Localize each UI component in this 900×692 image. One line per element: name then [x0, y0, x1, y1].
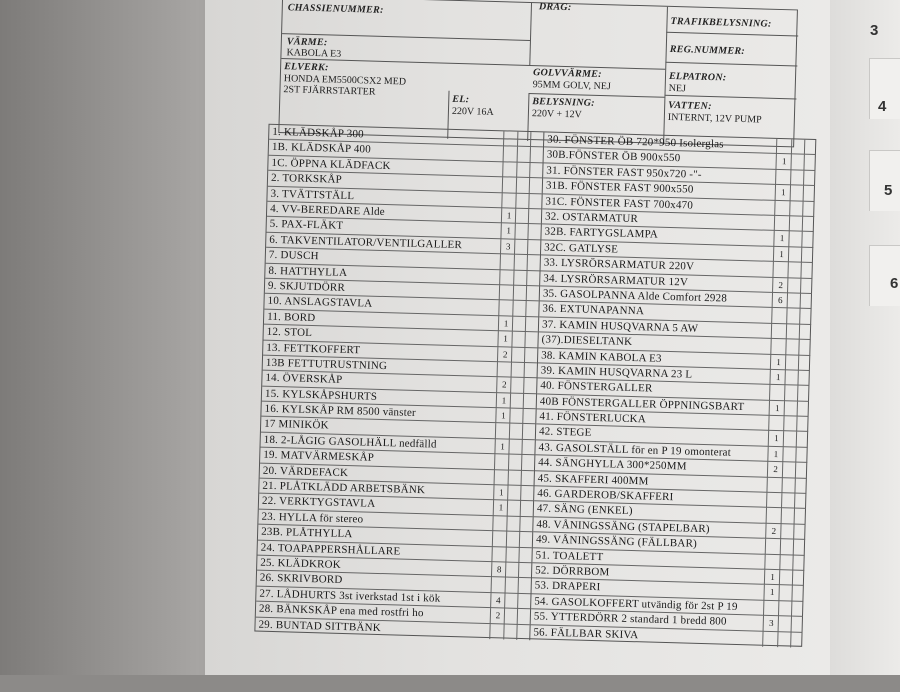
- item-label: 6. TAKVENTILATOR/VENTILGALLER: [269, 233, 463, 251]
- items-table: [254, 124, 816, 647]
- item-label: 48. VÅNINGSSÄNG (STAPELBAR): [536, 518, 710, 536]
- item-label: 12. STOL: [266, 325, 313, 340]
- el-label: EL:: [452, 93, 470, 106]
- item-quantity: [766, 477, 782, 493]
- item-check-cell: [795, 463, 808, 479]
- item-check-cell: [793, 524, 806, 540]
- item-label: 56. FÄLLBAR SKIVA: [533, 625, 639, 641]
- item-quantity: [770, 339, 786, 355]
- regnummer-label: REG.NUMMER:: [669, 43, 746, 58]
- item-label: 53. DRAPERI: [534, 579, 601, 594]
- item-quantity: [774, 200, 790, 216]
- item-quantity: [771, 324, 787, 340]
- item-check-cell: [803, 170, 816, 186]
- item-label: 1C. ÖPPNA KLÄDFACK: [271, 156, 391, 172]
- item-check-cell: [800, 263, 813, 279]
- left-item-column: [255, 125, 543, 640]
- item-label: 7. DUSCH: [268, 248, 319, 263]
- item-check-cell: [803, 186, 816, 202]
- item-label: 35. GASOLPANNA Alde Comfort 2928: [542, 287, 728, 305]
- vatten-value: INTERNT, 12V PUMP: [667, 111, 762, 126]
- item-quantity: 1: [768, 431, 784, 447]
- item-check-cell: [790, 632, 803, 648]
- item-quantity: 1: [497, 331, 512, 347]
- elverk-value-line: HONDA EM5500CSX2 MED: [283, 73, 407, 88]
- right-item-column: [529, 132, 816, 647]
- item-label: 23. HYLLA för stereo: [261, 510, 364, 526]
- item-label: 23B. PLÅTHYLLA: [260, 525, 353, 541]
- item-label: 32C. GATLYSE: [544, 241, 619, 256]
- item-check-cell: [792, 555, 805, 571]
- item-label: 38. KAMIN KABOLA E3: [541, 348, 662, 365]
- item-quantity: 8: [491, 562, 506, 578]
- item-label: 21. PLÅTKLÄDD ARBETSBÄNK: [262, 479, 426, 497]
- item-label: 9. SKJUTDÖRR: [267, 279, 346, 294]
- item-label: 13. FETTKOFFERT: [266, 341, 361, 356]
- item-label: (37).DIESELTANK: [541, 333, 633, 349]
- item-quantity: [762, 631, 778, 647]
- item-check-cell: [797, 386, 810, 402]
- item-check-cell: [800, 294, 813, 310]
- page-number: 6: [890, 275, 899, 292]
- item-quantity: 6: [772, 293, 788, 309]
- item-label: 28. BÄNKSKÅP ena med rostfri ho: [258, 602, 424, 620]
- item-quantity: 1: [769, 370, 785, 386]
- item-label: 52. DÖRRBOM: [535, 564, 610, 579]
- item-label: 15. KYLSKÅPSHURTS: [264, 387, 378, 403]
- item-label: 11. BORD: [266, 310, 316, 324]
- item-check-cell: [791, 601, 804, 617]
- item-check-cell: [792, 571, 805, 587]
- item-quantity: [768, 416, 784, 432]
- item-label: 39. KAMIN HUSQVARNA 23 L: [540, 364, 693, 381]
- vatten-label: VATTEN:: [668, 99, 712, 113]
- item-check-cell: [796, 432, 809, 448]
- item-quantity: 3: [500, 239, 515, 255]
- item-quantity: [769, 385, 785, 401]
- varme-value: KABOLA E3: [286, 47, 342, 60]
- item-check-cell: [794, 478, 807, 494]
- golvvarme-label: GOLVVÄRME:: [532, 67, 602, 81]
- item-label: 34. LYSRÖRSARMATUR 12V: [543, 271, 689, 289]
- item-quantity: [765, 539, 781, 555]
- item-quantity: 3: [763, 616, 779, 632]
- belysning-label: BELYSNING:: [532, 96, 596, 109]
- item-check-cell: [794, 494, 807, 510]
- item-check-cell: [802, 217, 815, 233]
- item-quantity: 1: [498, 316, 513, 332]
- item-quantity: [774, 216, 790, 232]
- item-check-cell: [793, 540, 806, 556]
- item-label: 3. TVÄTTSTÄLL: [270, 187, 355, 202]
- item-quantity: 1: [500, 224, 515, 240]
- page-number: 5: [884, 182, 893, 199]
- item-label: 26. SKRIVBORD: [259, 572, 343, 587]
- item-label: 30. FÖNSTER ÖB 720*950 Isolerglas: [547, 133, 724, 151]
- item-label: 29. BUNTAD SITTBÄNK: [258, 618, 382, 634]
- item-label: 14. ÖVERSKÅP: [265, 372, 343, 387]
- item-quantity: 1: [496, 393, 511, 409]
- item-check-cell: [797, 401, 810, 417]
- item-check-cell: [800, 278, 813, 294]
- item-quantity: [772, 262, 788, 278]
- item-label: 32B. FARTYGSLAMPA: [544, 225, 659, 242]
- item-quantity: 2: [490, 608, 505, 624]
- belysning-value: 220V + 12V: [531, 108, 582, 121]
- item-label: 40B FÖNSTERGALLER ÖPPNINGSBART: [539, 395, 745, 413]
- chassienummer-label: CHASSIENUMMER:: [287, 2, 384, 16]
- item-label: 37. KAMIN HUSQVARNA 5 AW: [541, 318, 699, 335]
- item-quantity: 2: [772, 277, 788, 293]
- item-label: 4. VV-BEREDARE Alde: [269, 202, 386, 218]
- item-quantity: 1: [764, 570, 780, 586]
- item-quantity: [764, 554, 780, 570]
- item-label: 54. GASOLKOFFERT utvändig för 2st P 19: [534, 595, 738, 613]
- item-label: 43. GASOLSTÄLL för en P 19 omonterat: [538, 441, 732, 459]
- item-label: 5. PAX-FLÄKT: [269, 218, 344, 233]
- item-check-cell: [791, 586, 804, 602]
- item-quantity: 2: [765, 524, 781, 540]
- varme-label: VÄRME:: [286, 36, 328, 49]
- item-check-cell: [801, 247, 814, 263]
- item-label: 31C. FÖNSTER FAST 700x470: [545, 195, 694, 212]
- item-check-cell: [801, 232, 814, 248]
- item-quantity: [766, 493, 782, 509]
- item-quantity: 2: [767, 462, 783, 478]
- item-label: 32. OSTARMATUR: [544, 210, 639, 226]
- golvvarme-value: 95MM GOLV, NEJ: [532, 79, 611, 93]
- item-quantity: 2: [497, 347, 512, 363]
- item-label: 16. KYLSKÅP RM 8500 vänster: [264, 402, 417, 420]
- item-label: 42. STEGE: [538, 425, 592, 440]
- item-label: 31. FÖNSTER FAST 950x720 -"-: [546, 164, 702, 181]
- item-label: 1. KLÄDSKÅP 300: [272, 125, 364, 141]
- item-quantity: [763, 601, 779, 617]
- item-label: 30B.FÖNSTER ÖB 900x550: [546, 148, 681, 165]
- item-quantity: 1: [770, 354, 786, 370]
- item-check-cell: [797, 371, 810, 387]
- elpatron-value: NEJ: [668, 82, 687, 95]
- item-check-cell: [802, 201, 815, 217]
- elverk-value-line: 2ST FJÄRRSTARTER: [283, 84, 376, 98]
- item-label: 33. LYSRÖRSARMATUR 220V: [543, 256, 695, 273]
- item-label: 20. VÄRDEFACK: [262, 464, 349, 479]
- item-label: 31B. FÖNSTER FAST 900x550: [545, 179, 694, 196]
- item-quantity: 1: [767, 447, 783, 463]
- trafikbelysning-label: TRAFIKBELYSNING:: [670, 15, 772, 30]
- item-label: 45. SKAFFERI 400MM: [537, 472, 649, 488]
- item-label: 25. KLÄDKROK: [260, 556, 342, 571]
- item-quantity: 1: [769, 400, 785, 416]
- item-label: 2. TORKSKÅP: [270, 171, 343, 186]
- item-label: 47. SÄNG (ENKEL): [536, 502, 633, 518]
- item-label: 17 MINIKÖK: [263, 418, 329, 433]
- item-quantity: 2: [496, 377, 511, 393]
- item-check-cell: [798, 355, 811, 371]
- page-number: 4: [878, 98, 887, 115]
- item-label: 46. GARDEROB/SKAFFERI: [537, 487, 674, 504]
- drag-label: DRAG:: [538, 1, 572, 14]
- item-label: 10. ANSLAGSTAVLA: [267, 295, 373, 311]
- item-quantity: [766, 508, 782, 524]
- item-label: 36. EXTUNAPANNA: [542, 302, 645, 318]
- item-label: 40. FÖNSTERGALLER: [540, 379, 653, 395]
- item-label: 22. VERKTYGSTAVLA: [261, 495, 376, 511]
- item-label: 8. HATTHYLLA: [268, 264, 348, 279]
- item-quantity: 1: [493, 501, 508, 517]
- item-check-cell: [791, 617, 804, 633]
- item-label: 51. TOALETT: [535, 548, 604, 563]
- item-quantity: 1: [773, 247, 789, 263]
- item-check-cell: [795, 447, 808, 463]
- item-check-cell: [799, 309, 812, 325]
- item-quantity: 1: [773, 231, 789, 247]
- item-quantity: 1: [494, 439, 509, 455]
- elpatron-label: ELPATRON:: [668, 70, 727, 84]
- item-quantity: 1: [493, 485, 508, 501]
- item-check-cell: [794, 509, 807, 525]
- item-quantity: 1: [495, 408, 510, 424]
- item-label: 55. YTTERDÖRR 2 standard 1 bredd 800: [533, 610, 727, 628]
- item-check-cell: [796, 417, 809, 433]
- page-number: 3: [870, 22, 879, 39]
- item-label: 49. VÅNINGSSÄNG (FÄLLBAR): [535, 533, 698, 551]
- item-quantity: 1: [775, 185, 791, 201]
- elverk-label: ELVERK:: [283, 61, 329, 74]
- item-quantity: 1: [775, 154, 791, 170]
- item-label: 27. LÅDHURTS 3st iverkstad 1st i kök: [259, 587, 441, 605]
- item-label: 13B FETTUTRUSTNING: [265, 356, 388, 373]
- item-check-cell: [803, 155, 816, 171]
- item-check-cell: [798, 340, 811, 356]
- item-label: 19. MATVÄRMESKÅP: [263, 448, 375, 465]
- item-quantity: 1: [501, 208, 516, 224]
- item-check-cell: [804, 140, 817, 156]
- item-label: 41. FÖNSTERLUCKA: [539, 410, 647, 426]
- el-value: 220V 16A: [451, 105, 494, 119]
- item-quantity: [775, 170, 791, 186]
- item-label: 44. SÄNGHYLLA 300*250MM: [538, 456, 687, 473]
- item-label: 18. 2-LÅGIG GASOLHÄLL nedfälld: [263, 433, 437, 451]
- item-check-cell: [799, 324, 812, 340]
- item-quantity: 1: [763, 585, 779, 601]
- item-quantity: 4: [490, 593, 505, 609]
- item-quantity: [771, 308, 787, 324]
- item-quantity: [776, 139, 792, 155]
- item-label: 1B. KLÄDSKÅP 400: [271, 141, 372, 156]
- item-label: 24. TOAPAPPERSHÅLLARE: [260, 541, 401, 558]
